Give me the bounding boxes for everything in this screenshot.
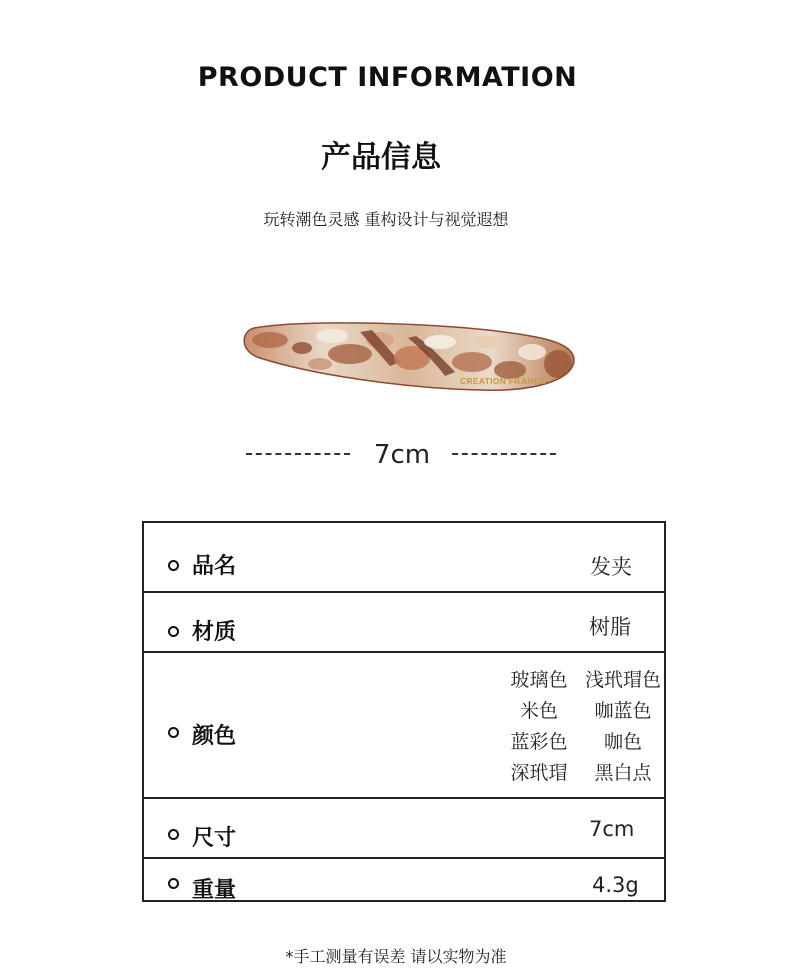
spec-label: 品名 (192, 554, 237, 579)
bullet-icon (168, 727, 179, 738)
color-option: 蓝彩色 (510, 731, 568, 753)
color-option: 咖蓝色 (594, 700, 652, 722)
spec-row-name (144, 523, 664, 593)
spec-label: 颜色 (192, 724, 237, 749)
spec-label: 尺寸 (192, 826, 237, 851)
hair-clip-image (240, 318, 576, 398)
spec-value: 树脂 (589, 615, 631, 639)
color-option: 黑白点 (594, 762, 652, 784)
size-label: 7cm (373, 440, 431, 470)
spec-value: 4.3g (592, 873, 639, 897)
spec-value: 7cm (589, 817, 635, 841)
dash-line-right (452, 453, 556, 455)
spec-value: 发夹 (590, 555, 632, 579)
color-option: 咖色 (603, 731, 642, 753)
clip-engraving: CREATION FRANCE (460, 376, 547, 386)
bullet-icon (168, 560, 179, 571)
size-indicator (246, 438, 558, 474)
bullet-icon (168, 829, 179, 840)
spec-row-material (144, 593, 664, 653)
title-english: PRODUCT INFORMATION (197, 62, 578, 93)
bullet-icon (168, 878, 179, 889)
color-options (500, 667, 668, 787)
footnote: *手工测量有误差 请以实物为准 (285, 947, 507, 966)
color-option: 深玳瑁 (510, 762, 568, 784)
spec-label: 材质 (192, 620, 237, 645)
tagline: 玩转潮色灵感 重构设计与视觉遐想 (263, 210, 509, 229)
spec-row-size (144, 799, 664, 859)
spec-table (142, 521, 666, 902)
color-option: 米色 (519, 700, 558, 722)
color-option: 玻璃色 (510, 669, 568, 691)
title-chinese: 产品信息 (321, 140, 441, 175)
hair-clip-illustration (240, 318, 576, 398)
spec-row-color (144, 653, 664, 799)
dash-line-left (246, 453, 350, 455)
color-option: 浅玳瑁色 (584, 669, 661, 691)
spec-label: 重量 (192, 878, 237, 903)
spec-row-weight (144, 859, 664, 902)
bullet-icon (168, 626, 179, 637)
